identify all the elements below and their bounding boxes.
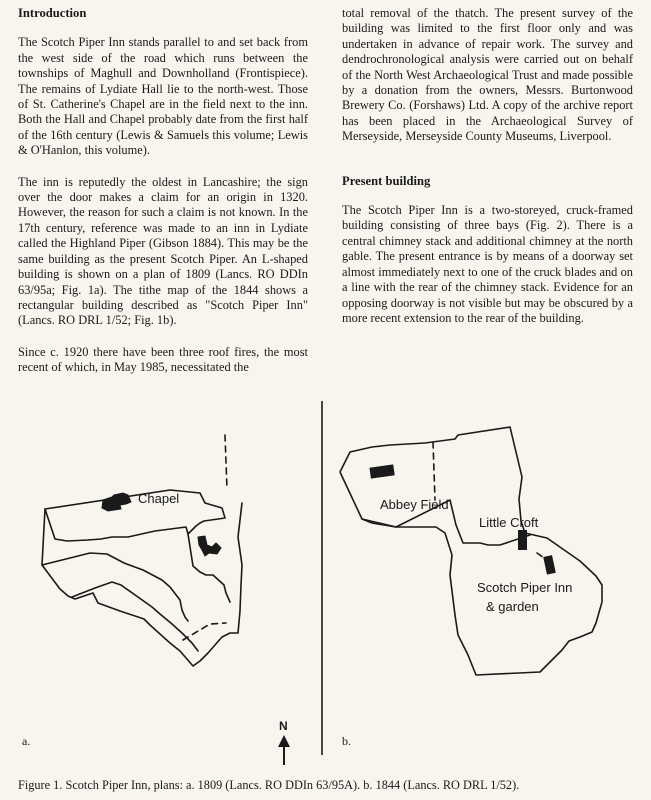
- map-b-dashed-1: [433, 442, 435, 500]
- map-a-road: [42, 503, 242, 666]
- north-arrow: [278, 719, 290, 765]
- north-arrow-head: [278, 735, 290, 747]
- map-label-garden: & garden: [486, 599, 539, 614]
- map-a-property-line: [188, 534, 230, 602]
- figure-1: [0, 385, 651, 765]
- figure-caption: Figure 1. Scotch Piper Inn, plans: a. 1809 (Lancs. RO DDIn 63/95A). b. 1844 (Lancs. RO DRL 1/52).: [18, 778, 520, 792]
- little-croft-building: [518, 530, 527, 550]
- map-b: [340, 427, 602, 675]
- panel-b-label: b.: [342, 734, 351, 748]
- intro-paragraph-1: The Scotch Piper Inn stands parallel to and set back from the west side of the road which runs between the townships of Maghull and Downholland (Frontispiece). The remains of Lydiate Hall lie to the north-west. Those of St. Catherine's Chapel are in the field next to the inn. Both the Hall and Chapel probably date from the first half of the 16th century (Lewis & Samuels this volume; Lewis & O'Hanlon, this volume).: [18, 35, 308, 158]
- right-column: [342, 6, 633, 342]
- scotch-piper-inn-building: [543, 555, 556, 574]
- map-label-little-croft: Little Croft: [479, 515, 539, 530]
- present-building-paragraph: The Scotch Piper Inn is a two-storeyed, cruck-framed building consisting of three bays (Fig. 2). There is a central chimney stack and additional chimney at the north gable. The present entrance is by means of a doorway set almost immediately next to one of the cruck blades and on a line with the rear of the chimney stack. Evidence for an opposing doorway is not visible but may be obscured by a more recent extension to the rear of the building.: [342, 203, 633, 325]
- map-a-field-outline: [45, 490, 225, 541]
- map-label-abbey-field: Abbey Field: [380, 497, 449, 512]
- left-column: [18, 6, 308, 392]
- chapel-building: [102, 493, 131, 511]
- map-a-inner-track: [42, 553, 188, 621]
- abbey-field-building: [369, 464, 394, 478]
- panel-a-label: a.: [22, 734, 31, 748]
- map-a-inn-building: [198, 536, 221, 556]
- map-b-outline: [340, 427, 602, 675]
- map-label-chapel: Chapel: [138, 491, 180, 506]
- introduction-heading: Introduction: [18, 6, 87, 20]
- continued-paragraph: total removal of the thatch. The present survey of the building was limited to the first floor only and was undertaken in advance of repair work. The survey and dendrochronological analysis were carried out on behalf of the North West Archaeological Trust and made possible by a donation from the owners, Messrs. Burtonwood Brewery Co. (Forshaws) Ltd. A copy of the archive report has been placed in the Archaeological Survey of Merseyside, Merseyside County Museums, Liverpool.: [342, 6, 633, 144]
- north-arrow-label: N: [279, 719, 288, 733]
- present-building-heading: Present building: [342, 173, 431, 188]
- map-a-boundary-dashed-1: [225, 435, 227, 489]
- intro-paragraph-2: The inn is reputedly the oldest in Lancashire; the sign over the door makes a claim for an origin in 1320. However, the reason for such a claim is not known. In the 17th century, reference was made to an inn in Lydiate called the Highland Piper (Gibson 1884). This may be the same building as the present Scotch Piper. An L-shaped building is shown on a plan of 1809 (Lancs. RO DDIn 63/95a; Fig. 1a). The tithe map of the 1844 shows a rectangular building described as "Scotch Piper Inn" (Lancs. RO DRL 1/52; Fig. 1b).: [18, 174, 308, 328]
- map-label-scotch-piper-inn: Scotch Piper Inn: [477, 580, 573, 595]
- intro-paragraph-3: Since c. 1920 there have been three roof fires, the most recent of which, in May 1985, necessitated the: [18, 344, 308, 375]
- map-a-boundary-dashed-2: [183, 623, 226, 640]
- figure-1-plans: [0, 385, 651, 765]
